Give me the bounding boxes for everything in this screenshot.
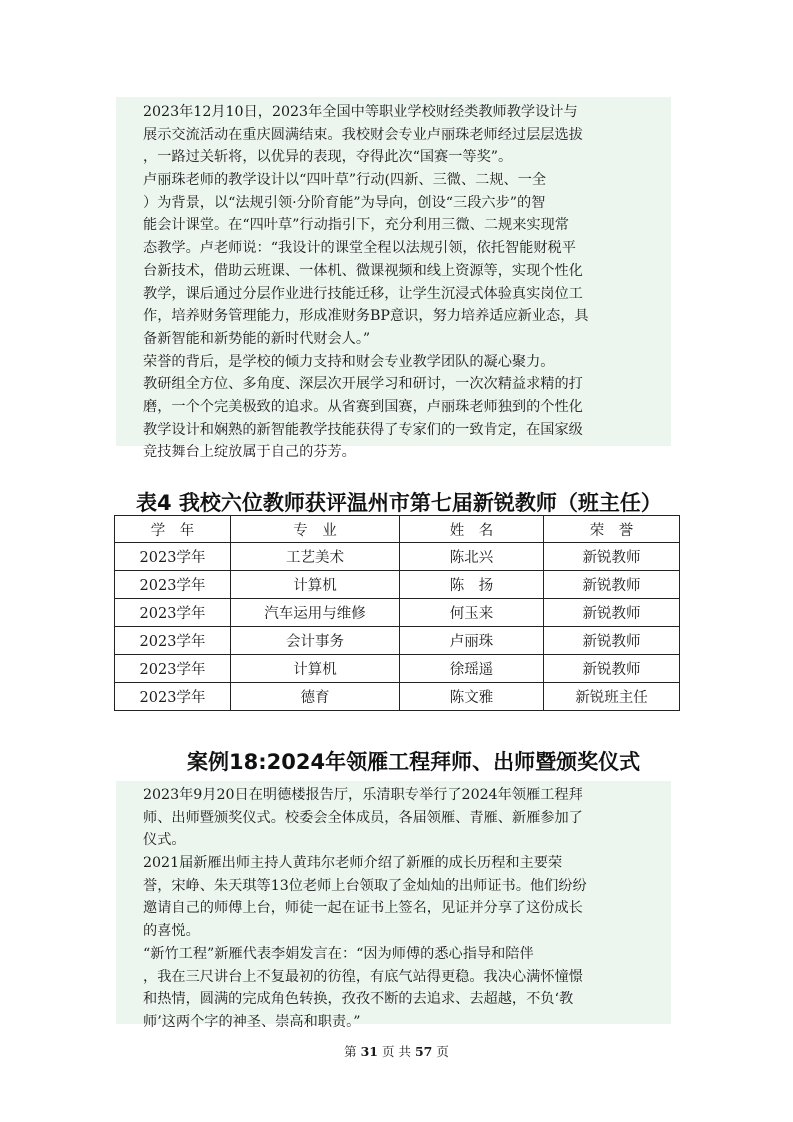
cell-major: 计算机 bbox=[231, 655, 400, 683]
story-line: 竞技舞台上绽放属于自己的芬芳。 bbox=[143, 444, 356, 461]
case-line: 的喜悦。 bbox=[143, 923, 200, 940]
column-header-year: 学 年 bbox=[115, 516, 231, 543]
table-row bbox=[115, 543, 680, 571]
story-line: 荣誉的背后，是学校的倾力支持和财会专业教学团队的凝心聚力。 bbox=[143, 353, 555, 370]
case-line: 师、出师暨颁奖仪式。校委会全体成员，各届领雁、青雁、新雁参加了 bbox=[143, 809, 583, 826]
cell-year: 2023学年 bbox=[115, 543, 231, 571]
column-header-major: 专 业 bbox=[231, 516, 400, 543]
case-line: 和热情，圆满的完成角色转换，孜孜不断的去追求、去超越，不负‘教 bbox=[143, 991, 574, 1008]
story-line: 教研组全方位、多角度、深层次开展学习和研讨，一次次精益求精的打 bbox=[143, 376, 583, 393]
story-line: 教学设计和娴熟的新智能教学技能获得了专家们的一致肯定，在国家级 bbox=[143, 421, 583, 438]
cell-major: 汽车运用与维修 bbox=[231, 599, 400, 627]
case-line: 2021届新雁出师主持人黄玮尔老师介绍了新雁的成长历程和主要荣 bbox=[143, 855, 563, 872]
table-row bbox=[115, 571, 680, 599]
cell-year: 2023学年 bbox=[115, 571, 231, 599]
story-line: ，一路过关斩将，以优异的表现，夺得此次“国赛一等奖”。 bbox=[143, 149, 513, 166]
story-box-case18 bbox=[116, 781, 671, 1030]
case-line: 仪式。 bbox=[143, 832, 186, 849]
case-line: “新竹工程”新雁代表李娟发言在：“因为师傅的悉心指导和陪伴 bbox=[143, 945, 534, 962]
story-line: ）为背景，以“法规引领·分阶育能”为导向，创设“三段六步”的智 bbox=[143, 194, 546, 211]
story-line: 备新智能和新势能的新时代财会人。” bbox=[143, 330, 371, 347]
honor-table bbox=[114, 515, 680, 711]
story-line: 教学，课后通过分层作业进行技能迁移，让学生沉浸式体验真实岗位工 bbox=[143, 285, 583, 302]
footer-suffix: 页 bbox=[436, 1044, 449, 1059]
story-line: 2023年12月10日，2023年全国中等职业学校财经类教师教学设计与 bbox=[143, 104, 578, 120]
story-line: 能会计课堂。在“四叶草”行动指引下，充分利用三微、二规来实现常 bbox=[143, 217, 569, 234]
page-number: 31 bbox=[360, 1044, 379, 1059]
table-row bbox=[115, 683, 680, 711]
story-line: 磨，一个个完美极致的追求。从省赛到国赛，卢丽珠老师独到的个性化 bbox=[143, 398, 583, 415]
case-text bbox=[143, 784, 698, 1034]
cell-name: 何玉来 bbox=[400, 599, 544, 627]
footer-middle: 页 共 bbox=[382, 1044, 411, 1059]
cell-year: 2023学年 bbox=[115, 599, 231, 627]
story-line: 作，培养财务管理能力，形成准财务BP意识，努力培养适应新业态，具 bbox=[143, 308, 589, 325]
story-box-national-award bbox=[116, 97, 671, 461]
case-line: 2023年9月20日在明德楼报告厅，乐清职专举行了2024年领雁工程拜 bbox=[143, 787, 583, 803]
case-title: 案例18:2024年领雁工程拜师、出师暨颁奖仪式 bbox=[187, 750, 641, 774]
cell-name: 陈 扬 bbox=[400, 571, 544, 599]
table-row bbox=[115, 599, 680, 627]
story-line: 台新技术，借助云班课、一体机、微课视频和线上资源等，实现个性化 bbox=[143, 262, 583, 279]
cell-honor: 新锐教师 bbox=[544, 599, 680, 627]
case-line: 师’这两个字的神圣、崇高和职责。” bbox=[143, 1013, 361, 1030]
cell-major: 会计事务 bbox=[231, 627, 400, 655]
case-line: 邀请自己的师傅上台，师徒一起在证书上签名，见证并分享了这份成长 bbox=[143, 900, 583, 917]
story-text bbox=[143, 101, 698, 464]
case-line: ，我在三尺讲台上不复最初的彷徨，有底气站得更稳。我决心满怀憧憬 bbox=[143, 968, 583, 985]
cell-name: 陈文雅 bbox=[400, 683, 544, 711]
story-line: 卢丽珠老师的教学设计以“四叶草”行动(四新、三微、二规、一全 bbox=[143, 172, 547, 189]
cell-honor: 新锐教师 bbox=[544, 655, 680, 683]
cell-year: 2023学年 bbox=[115, 627, 231, 655]
column-header-honor: 荣 誉 bbox=[544, 516, 680, 543]
cell-major: 计算机 bbox=[231, 571, 400, 599]
cell-honor: 新锐教师 bbox=[544, 571, 680, 599]
story-line: 展示交流活动在重庆圆满结束。我校财会专业卢丽珠老师经过层层选拔 bbox=[143, 126, 583, 143]
cell-major: 德育 bbox=[231, 683, 400, 711]
cell-honor: 新锐教师 bbox=[544, 543, 680, 571]
table-title: 表4 我校六位教师获评温州市第七届新锐教师（班主任） bbox=[136, 491, 662, 515]
cell-name: 陈北兴 bbox=[400, 543, 544, 571]
cell-year: 2023学年 bbox=[115, 683, 231, 711]
cell-name: 徐瑶遥 bbox=[400, 655, 544, 683]
page-total: 57 bbox=[414, 1044, 433, 1059]
case-line: 誉，宋峥、朱天琪等13位老师上台领取了金灿灿的出师证书。他们纷纷 bbox=[143, 877, 587, 894]
cell-honor: 新锐教师 bbox=[544, 627, 680, 655]
table-header-row bbox=[115, 516, 680, 543]
cell-name: 卢丽珠 bbox=[400, 627, 544, 655]
cell-year: 2023学年 bbox=[115, 655, 231, 683]
footer-prefix: 第 bbox=[344, 1044, 357, 1059]
table-row bbox=[115, 627, 680, 655]
column-header-name: 姓 名 bbox=[400, 516, 544, 543]
story-line: 态教学。卢老师说：“我设计的课堂全程以法规引领，依托智能财税平 bbox=[143, 240, 576, 257]
table-row bbox=[115, 655, 680, 683]
cell-honor: 新锐班主任 bbox=[544, 683, 680, 711]
cell-major: 工艺美术 bbox=[231, 543, 400, 571]
page-footer bbox=[0, 1042, 793, 1060]
